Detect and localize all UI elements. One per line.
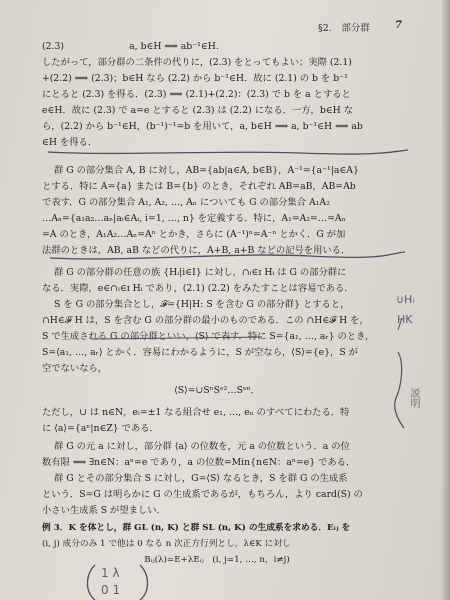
text-line: S=⟨a₁, …, aᵣ⟩ とかく．容易にわかるように，S が空なら，⟨S⟩={e}，S が [42,347,358,358]
text-line: 群 G の元 a に対し，部分群 ⟨a⟩ の位数を，元 a の位数という．a の位 [54,441,350,452]
text-line: したがって，部分群の二条件の代りに，(2.3) をとってもよい；実際 (2.1) [42,57,352,68]
margin-note: 説明 [408,388,419,408]
text-line: e∈H．故に (2.3) で a=e とすると (2.3) は (2.2) になる．一方，b∈H な [42,105,354,116]
text-line: (2.3) a, b∈H ⟹ ab⁻¹∈H. [42,41,219,52]
text-line: 群 G の部分集合 A, B に対し，AB={ab|a∈A, b∈B}，A⁻¹={a⁻¹|a∈A} [54,165,359,176]
text-line: なる．実際，e∈∩ᵢ∈ɪ Hᵢ であり，(2.1) (2.2) をみたすことは容易である． [42,283,354,294]
display-formula: Bᵢⱼ(λ)=E+λEᵢⱼ (i, j=1, …, n，i≠j) [144,555,290,565]
pencil-bracket-line-top [48,150,408,154]
page-number: 7 [395,20,402,31]
text-line: にとると (2.3) を得る．(2.3) ⟹ (2.1)+(2.2)：(2.3) で b を a とすると [42,89,351,100]
text-line: ∩H∈𝓕 H は，S を含む G の部分群の最小のものである．この ∩H∈𝓕 H を， [42,315,369,326]
margin-note: ∪Hᵢ [396,293,415,306]
margin-note: HK [397,313,413,326]
pencil-underline [92,337,262,339]
text-line: S を G の部分集合とし，𝓕={H|H: S を含む G の部分群} とすると， [54,299,350,310]
text-line: 法群のときは，AB, aB などの代りに，A+B, a+B などの記号を用いる． [42,245,351,256]
text-line: ∈H を得る． [42,137,98,148]
text-line: …Aₙ={a₁a₂…aₙ|aᵢ∈Aᵢ, i=1, …, n} を定義する．特に，A₁=A₂=…=Aₙ [42,213,346,224]
text-line: という．S=G は明らかに G の生成系であるが，もちろん，より card(S) の [42,489,363,500]
text-line: 小さい生成系 S が望ましい． [42,505,166,516]
text-line: 空でないなら， [42,363,108,374]
display-formula: ⟨S⟩=∪SⁿSᵉ²…Sᵉⁿ． [174,385,260,396]
text-line: に ⟨a⟩={aⁿ|n∈Z} である． [42,423,159,434]
text-line: 群 G とその部分集合 S に対し，G=⟨S⟩ なるとき，S を群 G の生成系 [54,473,348,484]
pencil-bracket-line-bottom [50,252,405,259]
text-line: ら，(2.2) から b⁻¹∈H，(b⁻¹)⁻¹=b を用いて，a, b∈H ⟹ a, b⁻¹∈H ⟹ ab [42,121,363,132]
text-line: +(2.2) ⟹ (2.3)；b∈H なら (2.2) から b⁻¹∈H．故に (2.1) の b を b⁻¹ [42,73,348,84]
pencil-matrix-paren-left [88,565,96,600]
text-line: ただし，∪ は n∈N，eᵢ=±1 なる組合せ e₁, …, eₙ のすべてにわたる．特 [42,407,350,418]
section-title: §2. 部分群 [318,23,370,34]
text-line: 群 G の部分群の任意の族 {Hᵢ|i∈I} に対し，∩ᵢ∈ɪ Hᵢ は G の部分群に [54,267,347,278]
text-line: 数有限 ⟺ ∃n∈N：aⁿ=e であり，a の位数=Min{n∈N：aⁿ=e} である． [42,457,356,468]
handwritten-matrix-row: 0 1 [101,583,121,597]
handwritten-matrix-row: 1 λ [101,566,120,580]
pencil-margin-bracket [395,352,404,428]
text-line: とする．特に A={a} または B={b} のとき，それぞれ AB=aB，AB=Ab [42,181,356,192]
pencil-matrix-paren-right [140,565,148,600]
text-line: =A のとき，A₁A₂…Aₙ=Aⁿ とかき，さらに (A⁻¹)ⁿ=A⁻ⁿ とかく．G が加 [42,229,346,240]
example-heading: 例 3．K を体とし，群 GL (n, K) と群 SL (n, K) の生成系を求める．Eᵢⱼ を [42,523,351,533]
text-line: S で生成される G の部分群といい，⟨S⟩ で表す．特に S={a₁, …, aᵣ} のとき， [42,331,375,342]
text-line: で表す．G の部分集合 A₁, A₂, …, Aₙ についても G の部分集合 A₁A₂ [42,197,330,208]
text-line: (i, j) 成分のみ 1 で他は 0 なる n 次正方行列とし，λ∈K に対し [42,539,291,549]
